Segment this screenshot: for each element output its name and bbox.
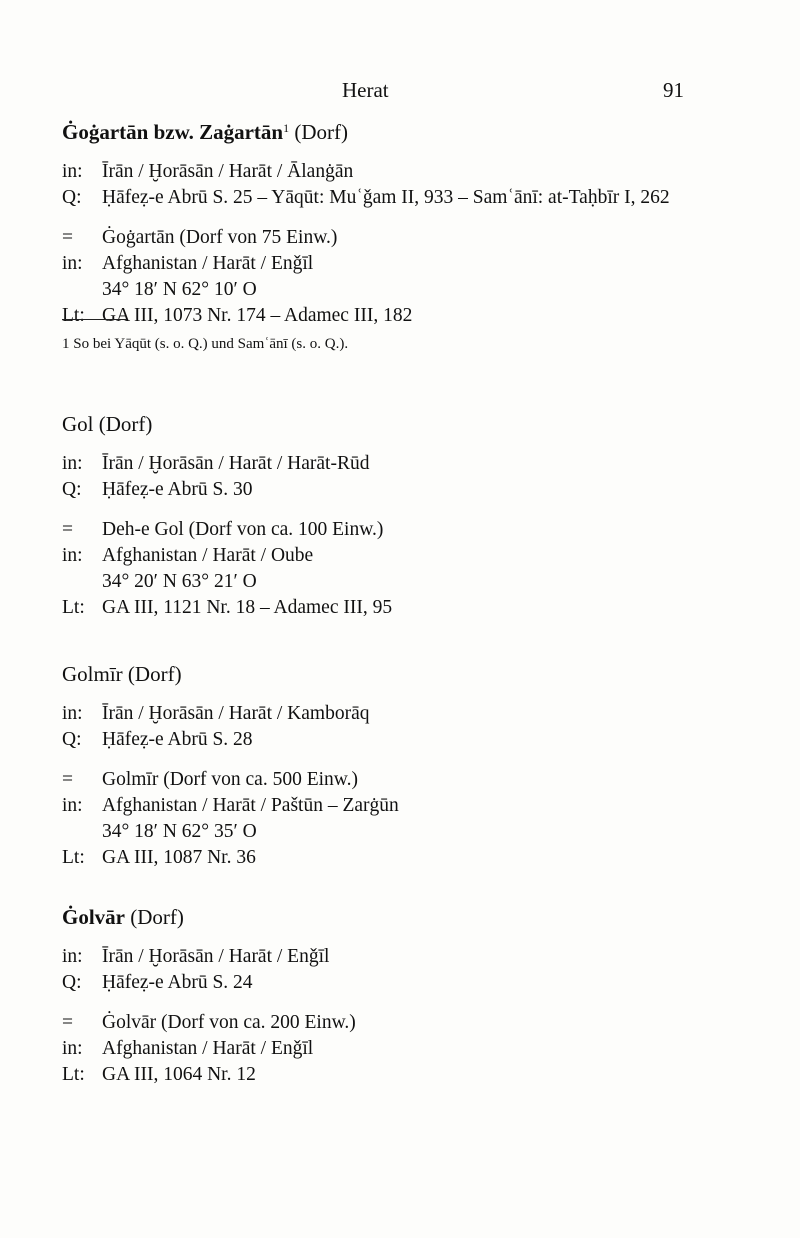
entry-title xyxy=(62,115,702,145)
modern-name: = Ġoġartān (Dorf von 75 Einw.) xyxy=(62,227,338,248)
entry-name: Ġoġartān bzw. Zaġartān xyxy=(62,120,284,144)
running-head xyxy=(62,78,682,104)
historic-location: in: Īrān / Ḫorāsān / Harāt / Ālanġān xyxy=(62,161,354,182)
coordinates: 34° 18′ N 62° 10′ O xyxy=(102,279,257,300)
entry-name: Gol xyxy=(62,412,94,436)
literature: Lt: GA III, 1064 Nr. 12 xyxy=(62,1064,256,1085)
entry-name: Golmīr xyxy=(62,662,123,686)
historic-location: in: Īrān / Ḫorāsān / Harāt / Harāt-Rūd xyxy=(62,453,370,474)
footnote-rule xyxy=(62,319,127,320)
modern-location: in: Afghanistan / Harāt / Enǧīl xyxy=(62,1038,314,1059)
entry-gol xyxy=(62,411,702,621)
modern-name: = Ġolvār (Dorf von ca. 200 Einw.) xyxy=(62,1012,356,1033)
literature: Lt: GA III, 1073 Nr. 174 – Adamec III, 182 xyxy=(62,305,413,326)
entry-type: (Dorf) xyxy=(98,412,153,436)
running-title: Herat xyxy=(342,78,389,102)
entry-name: Ġolvār xyxy=(62,905,125,929)
footnote-ref: 1 xyxy=(283,121,290,135)
entry-title xyxy=(62,411,702,437)
literature: Lt: GA III, 1087 Nr. 36 xyxy=(62,847,256,868)
historic-location: in: Īrān / Ḫorāsān / Harāt / Kamborāq xyxy=(62,703,370,724)
modern-name: = Deh-e Gol (Dorf von ca. 100 Einw.) xyxy=(62,519,384,540)
entry-title xyxy=(62,661,702,687)
sources: Q: Ḥāfeẓ-e Abrū S. 25 – Yāqūt: Muʿǧam II, 933 – Samʿānī: at-Taḥbīr I, 262 xyxy=(62,187,670,208)
entry-golmir xyxy=(62,661,702,871)
modern-location: in: Afghanistan / Harāt / Oube xyxy=(62,545,314,566)
entry-type: (Dorf) xyxy=(127,662,182,686)
modern-name: = Golmīr (Dorf von ca. 500 Einw.) xyxy=(62,769,358,790)
literature: Lt: GA III, 1121 Nr. 18 – Adamec III, 95 xyxy=(62,597,393,618)
footnote: 1 So bei Yāqūt (s. o. Q.) und Samʿānī (s. o. Q.). xyxy=(62,336,349,352)
entry-type: (Dorf) xyxy=(130,905,184,929)
historic-location: in: Īrān / Ḫorāsān / Harāt / Enǧīl xyxy=(62,946,330,967)
coordinates: 34° 20′ N 63° 21′ O xyxy=(102,571,257,592)
entry-golvar xyxy=(62,904,702,1088)
book-page xyxy=(62,0,682,1238)
entry-type: (Dorf) xyxy=(294,120,348,144)
modern-location: in: Afghanistan / Harāt / Enǧīl xyxy=(62,253,314,274)
sources: Q: Ḥāfeẓ-e Abrū S. 24 xyxy=(62,972,253,993)
coordinates: 34° 18′ N 62° 35′ O xyxy=(102,821,257,842)
entry-gogartan xyxy=(62,115,702,329)
sources: Q: Ḥāfeẓ-e Abrū S. 30 xyxy=(62,479,253,500)
sources: Q: Ḥāfeẓ-e Abrū S. 28 xyxy=(62,729,253,750)
modern-location: in: Afghanistan / Harāt / Paštūn – Zarġūn xyxy=(62,795,399,816)
page-number: 91 xyxy=(663,78,684,102)
entry-title xyxy=(62,904,702,930)
